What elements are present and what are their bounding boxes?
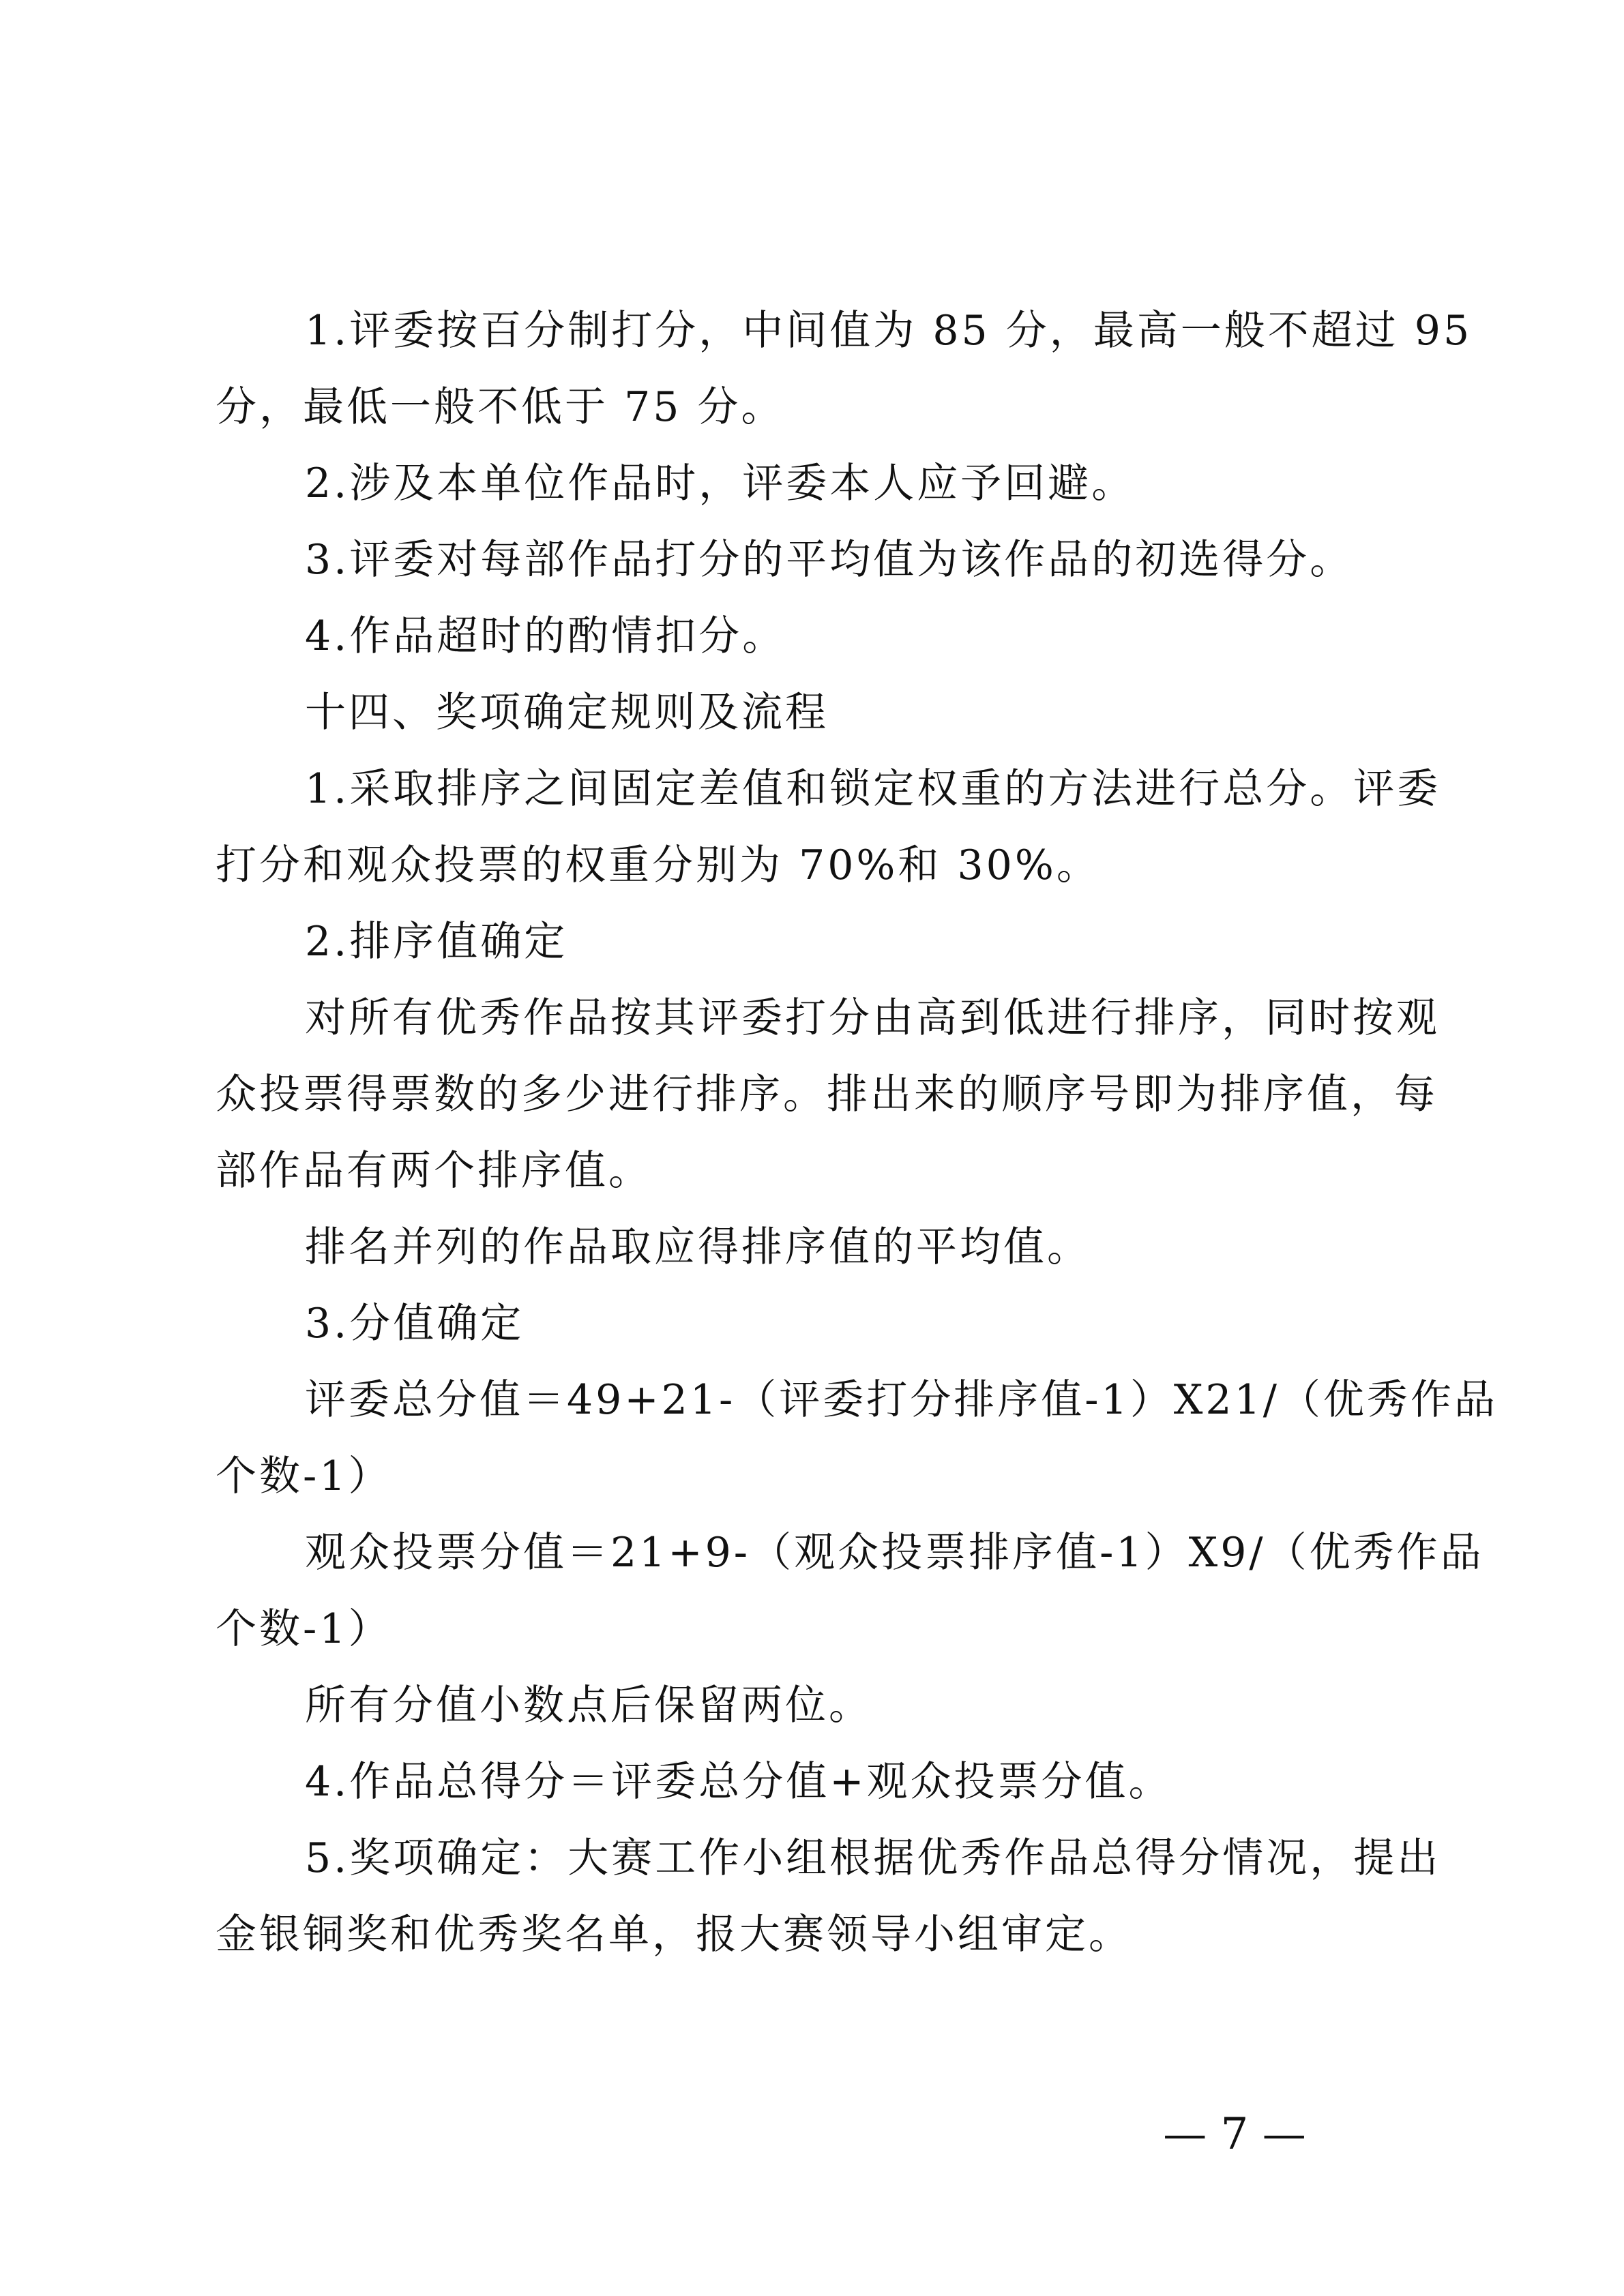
paragraph-line: 金银铜奖和优秀奖名单，报大赛领导小组审定。 <box>216 1911 1132 1958</box>
paragraph-line: 4.作品超时的酌情扣分。 <box>305 612 786 660</box>
paragraph-line: 1.采取排序之间固定差值和锁定权重的方法进行总分。评委 <box>305 765 1441 813</box>
formula-line: 个数-1） <box>216 1605 392 1653</box>
formula-line: 个数-1） <box>216 1452 392 1500</box>
section-heading: 十四、奖项确定规则及流程 <box>305 689 829 736</box>
page-number: — 7 — <box>1163 2109 1306 2160</box>
paragraph-line: 4.作品总得分＝评委总分值+观众投票分值。 <box>305 1758 1172 1806</box>
paragraph-line: 排名并列的作品取应得排序值的平均值。 <box>305 1223 1091 1271</box>
paragraph-line: 所有分值小数点后保留两位。 <box>305 1682 872 1729</box>
formula-line: 评委总分值＝49+21-（评委打分排序值-1）X21/（优秀作品 <box>305 1376 1498 1424</box>
paragraph-line: 分，最低一般不低于 75 分。 <box>216 383 785 431</box>
paragraph-line: 1.评委按百分制打分，中间值为 85 分，最高一般不超过 95 <box>305 307 1473 355</box>
paragraph-line: 对所有优秀作品按其评委打分由高到低进行排序，同时按观 <box>305 994 1440 1042</box>
formula-line: 观众投票分值＝21+9-（观众投票排序值-1）X9/（优秀作品 <box>305 1529 1484 1577</box>
paragraph-line: 3.评委对每部作品打分的平均值为该作品的初选得分。 <box>305 536 1354 584</box>
paragraph-line: 部作品有两个排序值。 <box>216 1147 652 1195</box>
paragraph-line: 打分和观众投票的权重分别为 70%和 30%。 <box>216 841 1100 889</box>
subsection-heading: 2.排序值确定 <box>305 918 568 966</box>
paragraph-line: 5.奖项确定：大赛工作小组根据优秀作品总得分情况，提出 <box>305 1834 1441 1882</box>
paragraph-line: 2.涉及本单位作品时，评委本人应予回避。 <box>305 460 1136 507</box>
paragraph-line: 众投票得票数的多少进行排序。排出来的顺序号即为排序值，每 <box>216 1071 1438 1118</box>
subsection-heading: 3.分值确定 <box>305 1300 525 1347</box>
